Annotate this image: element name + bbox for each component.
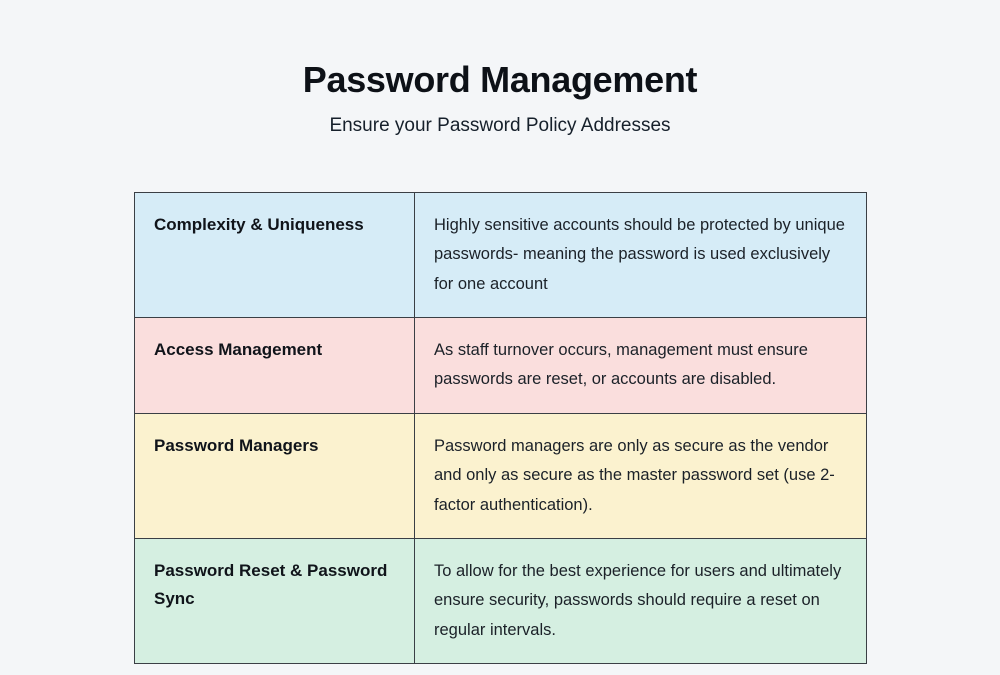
policy-description: As staff turnover occurs, management must ensure passwords are reset, or accounts are disabled. [415, 318, 867, 414]
policy-description: Highly sensitive accounts should be protected by unique passwords- meaning the password is used exclusively for one account [415, 193, 867, 318]
policy-description: To allow for the best experience for users and ultimately ensure security, passwords should require a reset on regular intervals. [415, 538, 867, 663]
page-subtitle: Ensure your Password Policy Addresses [329, 115, 671, 137]
policy-category: Access Management [135, 318, 415, 414]
policy-table [134, 192, 867, 664]
table-row [135, 318, 867, 414]
table-row [135, 193, 867, 318]
policy-table-container [134, 192, 867, 664]
policy-category: Password Managers [135, 413, 415, 538]
policy-category: Complexity & Uniqueness [135, 193, 415, 318]
header [0, 0, 1000, 138]
table-row [135, 538, 867, 663]
policy-category: Password Reset & Password Sync [135, 538, 415, 663]
policy-description: Password managers are only as secure as the vendor and only as secure as the master password set (use 2-factor authentication). [415, 413, 867, 538]
table-row [135, 413, 867, 538]
page-title: Password Management [302, 59, 698, 100]
